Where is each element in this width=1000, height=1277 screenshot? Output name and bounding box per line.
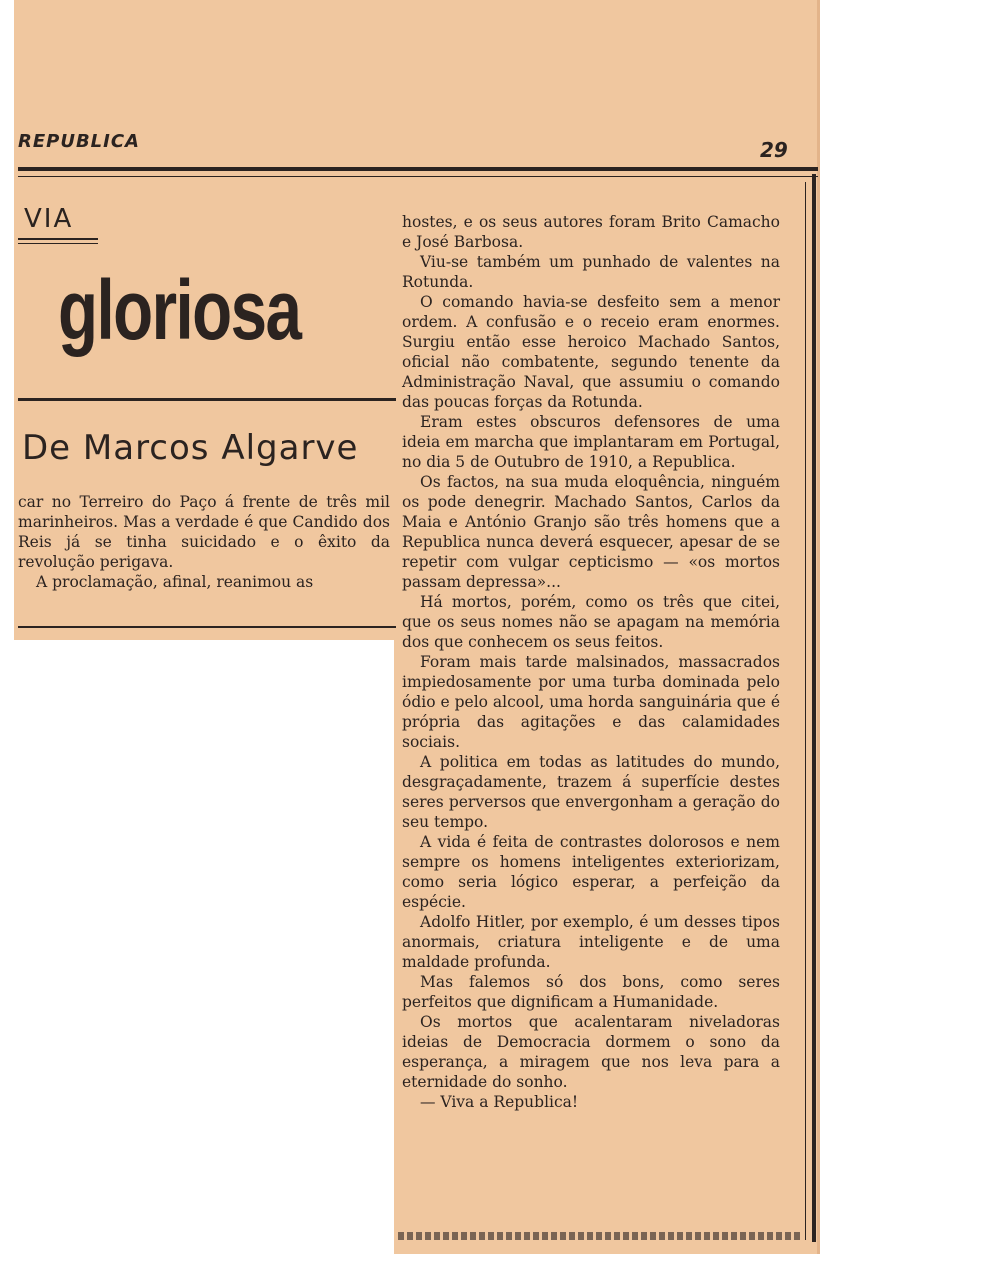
paragraph: Os mortos que acalentaram niveladoras ideias de Democracia dormem o sono da esperança, a miragem que nos leva para a eternidade do sonho. xyxy=(402,1013,780,1091)
paragraph: Mas falemos só dos bons, como seres perfeitos que dignificam a Humanidade. xyxy=(402,973,780,1011)
right-column xyxy=(402,212,780,1112)
end-rule xyxy=(398,1232,800,1240)
paragraph: Viu-se também um punhado de valentes na Rotunda. xyxy=(402,253,780,291)
paragraph: A vida é feita de contrastes dolorosos e nem sempre os homens inteligentes exteriorizam, como seria lógico esperar, a perfeição da espécie. xyxy=(402,833,780,911)
column-frame-rule xyxy=(812,174,816,1242)
page-number: 29 xyxy=(760,138,788,162)
punch-hole xyxy=(890,917,920,947)
paragraph: Adolfo Hitler, por exemplo, é um desses tipos anormais, criatura inteligente e de uma maldade profunda. xyxy=(402,913,780,971)
byline: De Marcos Algarve xyxy=(22,428,359,468)
paragraph: A proclamação, afinal, reanimou as xyxy=(36,573,314,591)
paragraph: Eram estes obscuros defensores de uma ideia em marcha que implantaram em Portugal, no dia 5 de Outubro de 1910, a Republica. xyxy=(402,413,780,471)
punch-hole xyxy=(893,417,923,447)
header-rule-thin xyxy=(18,176,818,177)
column-frame-rule-thin xyxy=(805,182,806,1240)
paragraph: — Viva a Republica! xyxy=(420,1093,579,1111)
paragraph: car no Terreiro do Paço á frente de três mil marinheiros. Mas a verdade é que Candido dos Reis já se tinha suicidado e o êxito da revolução perigava. xyxy=(18,493,390,571)
paragraph: Os factos, na sua muda eloquência, ninguém os pode denegrir. Machado Santos, Carlos da Maia e António Granjo são três homens que a Republica nunca deverá esquecer, apesar de se repetir com vulgar cepticismo — «os mortos passam depressa»... xyxy=(402,473,780,591)
left-column xyxy=(18,492,390,592)
paragraph: A politica em todas as latitudes do mundo, desgraçadamente, trazem á superfície destes seres perversos que envergonham a geração do seu tempo. xyxy=(402,753,780,831)
headline: gloriosa xyxy=(58,263,301,357)
section-rule xyxy=(18,238,98,240)
header-rule xyxy=(18,167,818,171)
paragraph: hostes, e os seus autores foram Brito Camacho e José Barbosa. xyxy=(402,213,780,251)
newspaper-title: REPUBLICA xyxy=(18,131,140,152)
section-rule-thin xyxy=(18,243,98,244)
section-label: VIA xyxy=(24,204,74,234)
clipping-cutout xyxy=(14,640,394,1254)
paragraph: O comando havia-se desfeito sem a menor ordem. A confusão e o receio eram enormes. Surgiu então esse heroico Machado Santos, oficial não combatente, segundo tenente da Administração Naval, que assumiu o comando das poucas forças da Rotunda. xyxy=(402,293,780,411)
paragraph: Foram mais tarde malsinados, massacrados impiedosamente por uma turba dominada pelo ódio e pelo alcool, uma horda sanguinária que é própria das agitações e das calamidades sociais. xyxy=(402,653,780,751)
paragraph: Há mortos, porém, como os três que citei, que os seus nomes não se apagam na memória dos que conhecem os seus feitos. xyxy=(402,593,780,651)
column-cut-rule xyxy=(18,626,396,628)
headline-rule xyxy=(18,398,396,401)
